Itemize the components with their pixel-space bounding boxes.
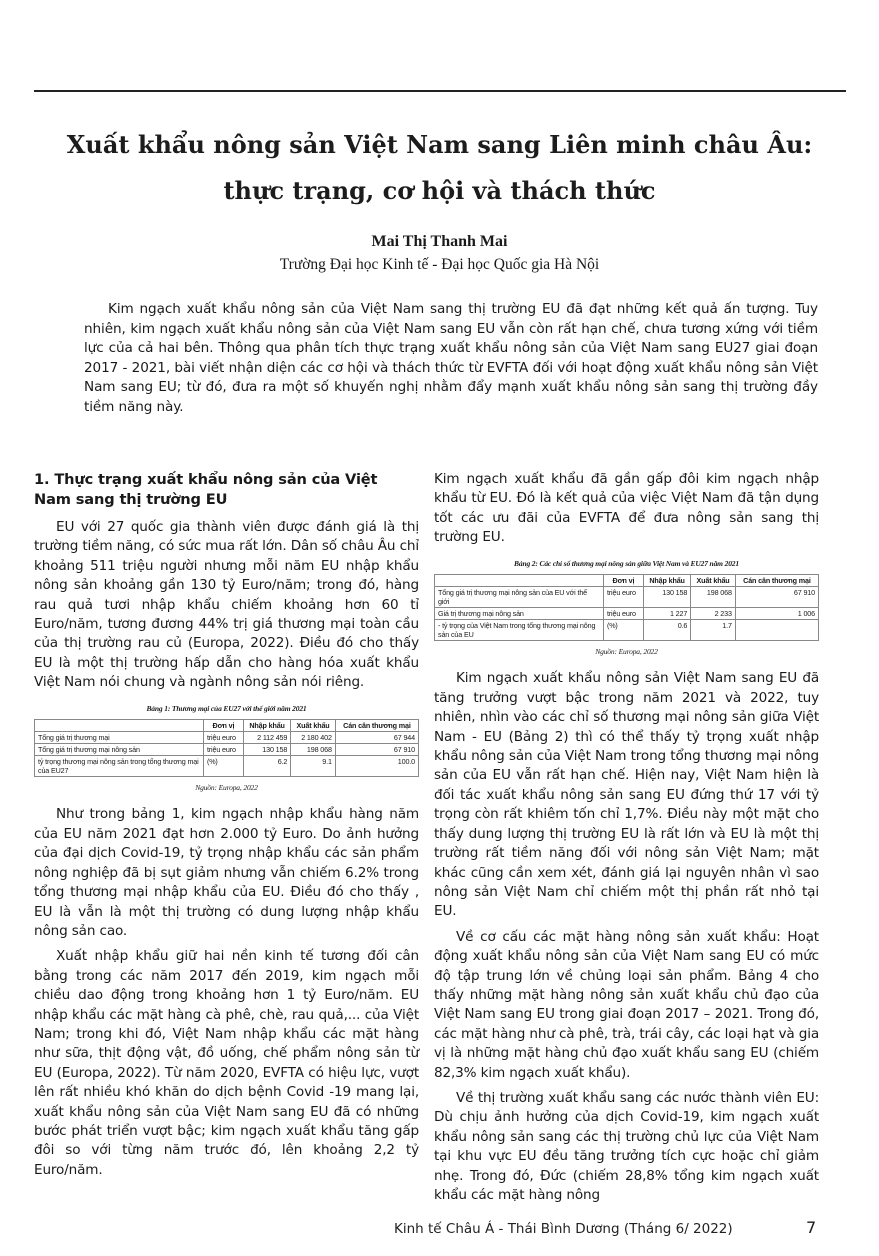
paragraph: Như trong bảng 1, kim ngạch nhập khẩu hàng năm của EU năm 2021 đạt hơn 2.000 tỷ Euro. Do ảnh hưởng của đại dịch Covid-19, tỷ trọng nhập khẩu các sản phẩm nông nghiệp đã bị sụt giảm nhưng vẫn chiếm 6.2% trong tổng thương mại nhập khẩu của EU. Điều đó cho thấy , EU là vẫn là một thị trường có dung lượng nhập khẩu nông sản cao. bbox=[34, 806, 419, 939]
table-header-cell: Nhập khẩu bbox=[643, 575, 690, 587]
title-line-2: thực trạng, cơ hội và thách thức bbox=[223, 176, 656, 205]
table-cell: 130 158 bbox=[643, 587, 690, 608]
paragraph: Kim ngạch xuất khẩu đã gần gấp đôi kim ngạch nhập khẩu từ EU. Đó là kết quả của việc Việt Nam đã tận dụng tốt các ưu đãi của EVFTA để đưa nông sản sang thị trường EU. bbox=[434, 471, 819, 546]
table-cell: Giá trị thương mại nông sản bbox=[435, 608, 604, 620]
table-cell: 0.6 bbox=[643, 620, 690, 641]
table-cell: 1.7 bbox=[691, 620, 736, 641]
paragraph: Về cơ cấu các mặt hàng nông sản xuất khẩu: Hoạt động xuất khẩu nông sản của Việt Nam sang EU có mức độ tập trung lớn về chủng loại sản phẩm. Bảng 4 cho thấy những mặt hàng nông sản xuất khẩu chủ đạo của Việt Nam sang EU trong giai đoạn 2017 – 2021. Trong đó, các mặt hàng như cà phê, trà, trái cây, các loại hạt và gia vị là những mặt hàng chủ đạo xuất khẩu sang EU (chiếm 82,3% kim ngạch xuất khẩu). bbox=[434, 928, 819, 1081]
table-header-cell: Đơn vị bbox=[203, 720, 243, 732]
table-1-source: Nguồn: Europa, 2022 bbox=[195, 783, 258, 793]
table-row bbox=[35, 756, 419, 777]
table-cell: triệu euro bbox=[203, 732, 243, 744]
table-header-cell: Xuất khẩu bbox=[291, 720, 336, 732]
page-number: 7 bbox=[806, 1218, 817, 1237]
table-2-source: Nguồn: Europa, 2022 bbox=[595, 647, 658, 657]
table-row bbox=[35, 744, 419, 756]
table-cell: 67 910 bbox=[335, 744, 418, 756]
table-header-cell bbox=[35, 720, 204, 732]
table-cell: 100.0 bbox=[335, 756, 418, 777]
title-line-1: Xuất khẩu nông sản Việt Nam sang Liên minh châu Âu: bbox=[66, 130, 813, 159]
abstract: Kim ngạch xuất khẩu nông sản của Việt Nam sang thị trường EU đã đạt những kết quả ấn tượng. Tuy nhiên, kim ngạch xuất khẩu nông sản của Việt Nam sang EU vẫn còn rất hạn chế, chưa tương xứng với tiềm lực của cả hai bên. Thông qua phân tích thực trạng xuất khẩu nông sản của Việt Nam sang EU27 giai đoạn 2017 - 2021, bài viết nhận diện các cơ hội và thách thức từ EVFTA đối với hoạt động xuất khẩu nông sản Việt Nam sang EU; từ đó, đưa ra một số khuyến nghị nhằm đẩy mạnh xuất khẩu nông sản sang thị trường đầy tiềm năng này. bbox=[84, 301, 818, 415]
table-row bbox=[435, 608, 819, 620]
table-cell: triệu euro bbox=[603, 608, 643, 620]
table-2 bbox=[434, 574, 819, 641]
table-cell: triệu euro bbox=[203, 744, 243, 756]
article-title bbox=[20, 122, 859, 214]
table-1 bbox=[34, 719, 419, 777]
table-cell: 2 112 459 bbox=[243, 732, 290, 744]
header-rule bbox=[34, 90, 846, 92]
table-cell: 198 068 bbox=[691, 587, 736, 608]
table-cell bbox=[735, 620, 818, 641]
table-cell: 67 910 bbox=[735, 587, 818, 608]
journal-footer: Kinh tế Châu Á - Thái Bình Dương (Tháng 6/ 2022) bbox=[394, 1221, 733, 1237]
table-cell: 6.2 bbox=[243, 756, 290, 777]
table-2-caption: Bảng 2: Các chỉ số thương mại nông sản giữa Việt Nam và EU27 năm 2021 bbox=[514, 558, 739, 568]
table-cell: tỷ trọng thương mại nông sản trong tổng thương mại của EU27 bbox=[35, 756, 204, 777]
table-cell: 67 944 bbox=[335, 732, 418, 744]
table-row bbox=[435, 620, 819, 641]
table-header-cell: Cán cân thương mại bbox=[335, 720, 418, 732]
table-cell: triệu euro bbox=[603, 587, 643, 608]
right-column bbox=[434, 470, 819, 1211]
table-cell: 130 158 bbox=[243, 744, 290, 756]
author-name: Mai Thị Thanh Mai bbox=[371, 233, 508, 250]
table-header-cell: Nhập khẩu bbox=[243, 720, 290, 732]
table-cell: 1 227 bbox=[643, 608, 690, 620]
table-cell: - tỷ trọng của Việt Nam trong tổng thương mại nông sản của EU bbox=[435, 620, 604, 641]
table-header-row bbox=[435, 575, 819, 587]
left-column bbox=[34, 470, 419, 1186]
table-header-cell: Cán cân thương mại bbox=[735, 575, 818, 587]
table-cell: 1 006 bbox=[735, 608, 818, 620]
table-cell: Tổng giá trị thương mại bbox=[35, 732, 204, 744]
table-cell: Tổng giá trị thương mại nông sản bbox=[35, 744, 204, 756]
paragraph: Về thị trường xuất khẩu sang các nước thành viên EU: Dù chịu ảnh hưởng của dịch Covid-19, kim ngạch xuất khẩu nông sản sang các thị trường chủ lực của Việt Nam tại khu vực EU đều tăng trưởng tích cực hoặc chỉ giảm nhẹ. Trong đó, Đức (chiếm 28,8% tổng kim ngạch xuất khẩu các mặt hàng nông bbox=[434, 1089, 819, 1203]
table-header-cell bbox=[435, 575, 604, 587]
table-header-cell: Xuất khẩu bbox=[691, 575, 736, 587]
paragraph: EU với 27 quốc gia thành viên được đánh giá là thị trường tiềm năng, có sức mua rất lớn. Dân số châu Âu chỉ khoảng 511 triệu người nhưng mỗi năm EU nhập khẩu nông sản khoảng gần 130 tỷ Euro/năm; trong đó, hàng rau quả tươi nhập khẩu chiếm khoảng hơn 60 tỉ Euro/năm, tương đương 44% trị giá thương mại toàn cầu của thị trường rau củ (Europa, 2022). Điều đó cho thấy EU là một thị trường hấp dẫn cho hàng hóa xuất khẩu Việt Nam nói chung và ngành nông sản nói riêng. bbox=[34, 519, 419, 691]
table-cell: 198 068 bbox=[291, 744, 336, 756]
table-header-row bbox=[35, 720, 419, 732]
table-row bbox=[35, 732, 419, 744]
table-cell: 2 180 402 bbox=[291, 732, 336, 744]
paragraph: Xuất nhập khẩu giữ hai nền kinh tế tương đối cân bằng trong các năm 2017 đến 2019, kim ngạch mỗi chiều dao động trong khoảng hơn 1 tỷ Euro/năm. EU nhập khẩu các mặt hàng cà phê, chè, rau quả,... của Việt Nam; trong khi đó, Việt Nam nhập khẩu các mặt hàng như sữa, thịt động vật, đồ uống, chế phẩm nông sản từ EU (Europa, 2022). Từ năm 2020, EVFTA có hiệu lực, vượt lên rất nhiều khó khăn do dịch bệnh Covid -19 mang lại, xuất khẩu nông sản của Việt Nam sang EU đã có những bước phát triển vượt bậc; kim ngạch xuất khẩu tăng gấp đôi so với từng năm trước đó, lên khoảng 2,2 tỷ Euro/năm. bbox=[34, 948, 419, 1178]
table-header-cell: Đơn vị bbox=[603, 575, 643, 587]
table-cell: 2 233 bbox=[691, 608, 736, 620]
table-row bbox=[435, 587, 819, 608]
table-cell: Tổng giá trị thương mại nông sản của EU với thế giới bbox=[435, 587, 604, 608]
paragraph: Kim ngạch xuất khẩu nông sản Việt Nam sang EU đã tăng trưởng vượt bậc trong năm 2021 và 2022, tuy nhiên, nhìn vào các chỉ số thương mại nông sản giữa Việt Nam - EU (Bảng 2) thì có thể thấy tỷ trọng xuất nhập khẩu nông sản của Việt Nam trong tổng thương mại nông sản của EU vẫn rất hạn chế. Hiện nay, Việt Nam hiện là đối tác xuất khẩu nông sản sang EU đứng thứ 17 với tỷ trọng còn rất khiêm tốn chỉ 1,7%. Điều này một mặt cho thấy dung lượng thị trường EU là rất lớn và EU là một thị trường rất tiềm năng đối với nông sản Việt Nam; mặt khác cũng cần xem xét, đánh giá lại nguyên nhân vì sao nông sản Việt Nam chỉ chiếm một thị phần rất nhỏ tại EU. bbox=[434, 670, 819, 920]
table-cell: (%) bbox=[603, 620, 643, 641]
table-cell: 9.1 bbox=[291, 756, 336, 777]
author-affiliation: Trường Đại học Kinh tế - Đại học Quốc gia Hà Nội bbox=[279, 256, 600, 273]
table-1-caption: Bảng 1: Thương mại của EU27 với thế giới năm 2021 bbox=[146, 703, 307, 713]
section-heading: 1. Thực trạng xuất khẩu nông sản của Việt Nam sang thị trường EU bbox=[34, 471, 378, 508]
table-cell: (%) bbox=[203, 756, 243, 777]
